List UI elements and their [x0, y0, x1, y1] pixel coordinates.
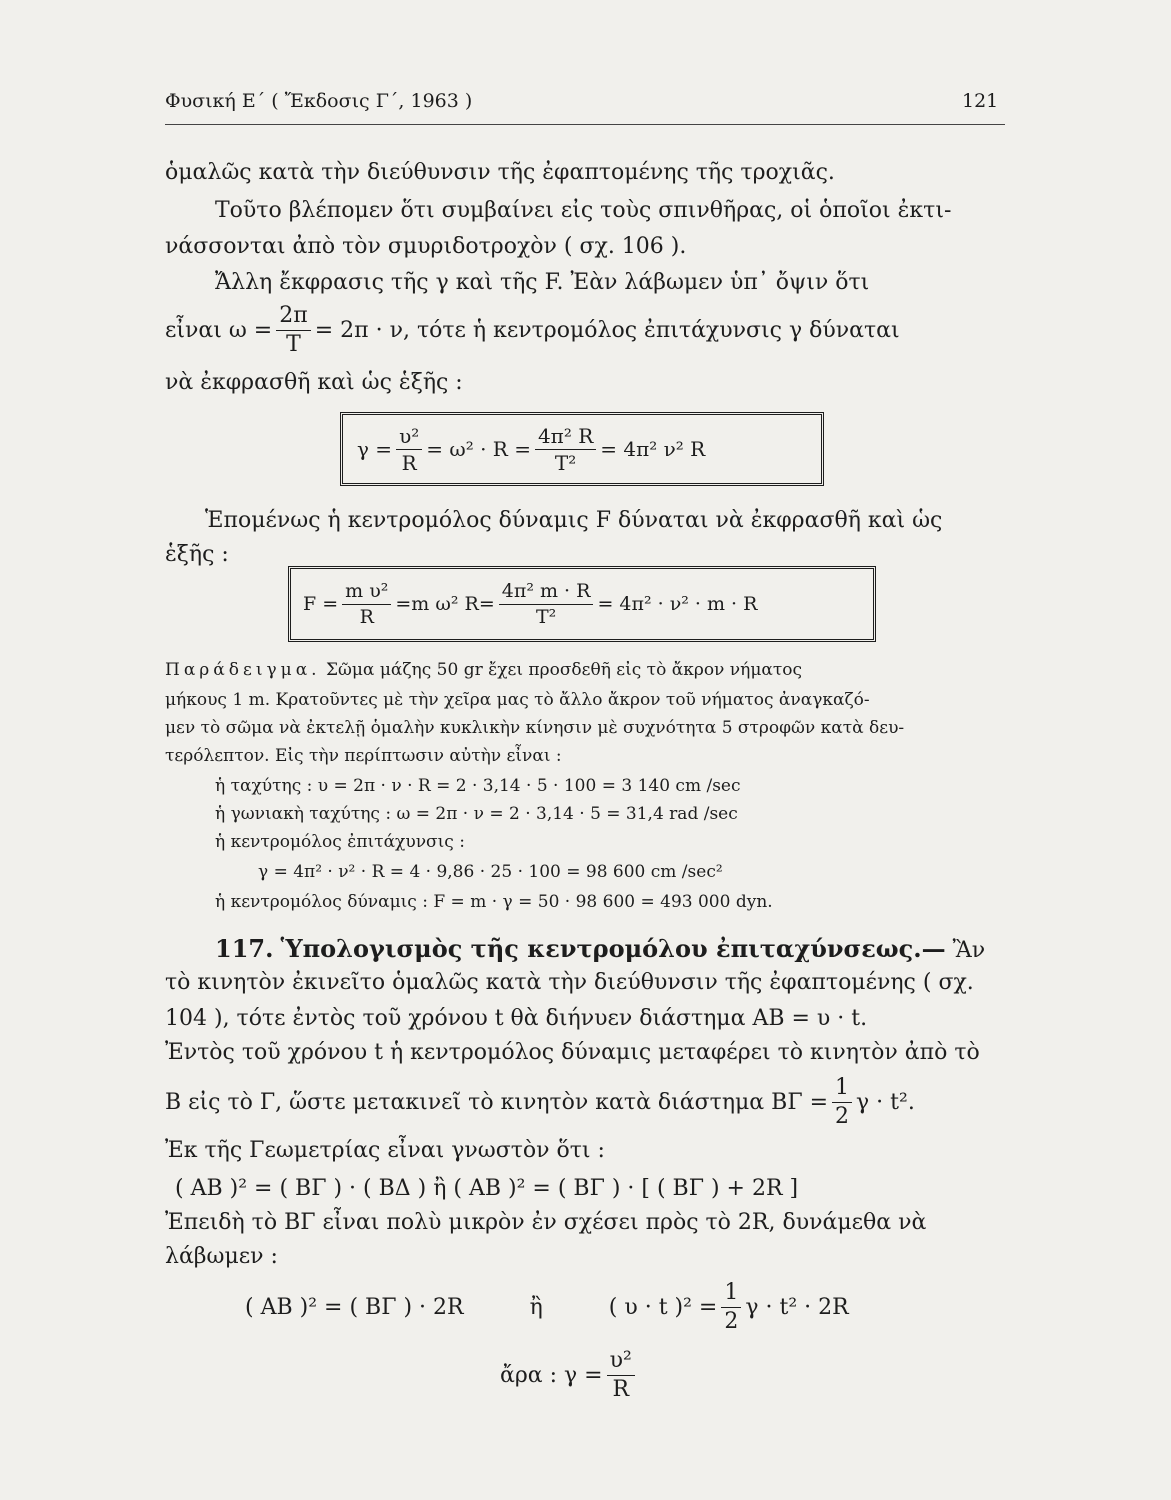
fraction-numerator: υ² [607, 1350, 635, 1376]
page-number: 121 [962, 90, 999, 112]
fraction-4pi2mR-over-T2 [499, 579, 594, 628]
fraction-denominator: T [286, 331, 301, 357]
text-line: ὁμαλῶς κατὰ τὴν διεύθυνσιν τῆς ἐφαπτομένης τῆς τροχιᾶς. [165, 160, 835, 185]
formula-text: γ = [357, 437, 393, 461]
example-label: Παράδειγμα. [165, 660, 321, 680]
formula-text: = 4π² · ν² · m · R [597, 593, 758, 615]
fraction-numerator: 4π² R [535, 426, 596, 450]
fraction-numerator: 2π [276, 305, 310, 331]
text-line: τὸ κινητὸν ἐκινεῖτο ὁμαλῶς κατὰ τὴν διεύθυνσιν τῆς ἐφαπτομένης ( σχ. [165, 970, 974, 995]
example-text: Σῶμα μάζης 50 gr ἔχει προσδεθῆ εἰς τὸ ἄκρον νήματος [326, 660, 803, 680]
fraction-numerator: 1 [721, 1282, 741, 1308]
fraction-numerator: υ² [396, 426, 422, 450]
formula-text: εἶναι ω = [165, 317, 273, 343]
fraction-numerator: m υ² [342, 582, 391, 605]
fraction-denominator: T² [554, 450, 577, 475]
fraction-one-half [832, 1074, 852, 1129]
example-line: τερόλεπτον. Εἰς τὴν περίπτωσιν αὐτὴν εἶναι : [165, 746, 562, 766]
example-line: ἡ γωνιακὴ ταχύτης : ω = 2π · ν = 2 · 3,14 · 5 = 31,4 rad /sec [215, 804, 738, 824]
section-title: Ὑπολογισμὸς τῆς κεντρομόλου ἐπιταχύνσεως.— [280, 934, 946, 963]
example-line [165, 660, 802, 680]
formula-box-acceleration [340, 412, 824, 486]
fraction-2pi-over-T [276, 302, 310, 357]
acceleration-formula [357, 421, 705, 477]
fraction-denominator: 2 [724, 1308, 739, 1334]
running-header: Φυσική Ε΄ ( Ἔκδοσις Γ΄, 1963 ) [165, 90, 473, 112]
formula-box-force [288, 566, 876, 642]
geometry-equation: ( AB )² = ( BΓ ) · ( BΔ ) ἢ ( AB )² = ( BΓ ) · [ ( BΓ ) + 2R ] [175, 1176, 799, 1201]
formula-text: F = [303, 593, 339, 615]
fraction-denominator: T² [535, 605, 557, 628]
fraction-denominator: R [612, 1376, 630, 1402]
text-line: Ἑπομένως ἡ κεντρομόλος δύναμις F δύναται νὰ ἐκφρασθῆ καὶ ὡς [205, 508, 943, 533]
equation-text: ( υ · t )² = [608, 1294, 718, 1320]
section-heading-line [215, 934, 985, 963]
fraction-v2-over-R [607, 1347, 635, 1402]
text-line: Ἄλλη ἔκφρασις τῆς γ καὶ τῆς F. Ἐὰν λάβωμεν ὑπ᾽ ὄψιν ὅτι [215, 270, 870, 295]
example-line: γ = 4π² · ν² · R = 4 · 9,86 · 25 · 100 = 98 600 cm /sec² [258, 862, 723, 882]
equation-text: ἄρα : γ = [500, 1362, 603, 1388]
equation-or: ἢ [529, 1294, 543, 1320]
example-line: μεν τὸ σῶμα νὰ ἐκτελῇ ὁμαλὴν κυκλικὴν κίνησιν μὲ συχνότητα 5 στροφῶν κατὰ δευ- [165, 718, 905, 738]
example-line: ἡ ταχύτης : υ = 2π · ν · R = 2 · 3,14 · 5 · 100 = 3 140 cm /sec [215, 776, 741, 796]
equation-text: γ · t² · 2R [745, 1294, 849, 1320]
bg-distance-line [165, 1068, 915, 1136]
formula-text: = 4π² ν² R [600, 437, 706, 461]
result-equation-line [500, 1340, 639, 1410]
example-line: ἡ κεντρομόλος δύναμις : F = m · γ = 50 · 98 600 = 493 000 dyn. [215, 892, 773, 912]
text-line: Ἐπειδὴ τὸ BΓ εἶναι πολὺ μικρὸν ἐν σχέσει πρὸς τὸ 2R, δυνάμεθα νὰ [165, 1210, 927, 1235]
fraction-one-half [721, 1279, 741, 1334]
fraction-denominator: R [359, 605, 374, 628]
text-fragment: Ἂν [952, 938, 986, 963]
fraction-denominator: R [401, 450, 417, 475]
fraction-v2-over-R [396, 423, 422, 475]
approx-equation-line [245, 1272, 849, 1342]
text-line: Ἐντὸς τοῦ χρόνου t ἡ κεντρομόλος δύναμις μεταφέρει τὸ κινητὸν ἀπὸ τὸ [165, 1040, 980, 1065]
fraction-numerator: 4π² m · R [499, 582, 594, 605]
text-line: νὰ ἐκφρασθῆ καὶ ὡς ἑξῆς : [165, 370, 463, 395]
fraction-4pi2R-over-T2 [535, 423, 596, 475]
fraction-mv2-over-R [342, 579, 391, 628]
formula-text: =m ω² R= [395, 593, 495, 615]
omega-formula-line [165, 298, 900, 362]
text-line: ἑξῆς : [165, 542, 229, 567]
equation-text: ( AB )² = ( BΓ ) · 2R [245, 1294, 464, 1320]
fraction-numerator: 1 [832, 1077, 852, 1103]
formula-text: = ω² · R = [426, 437, 531, 461]
text-line: Τοῦτο βλέπομεν ὅτι συμβαίνει εἰς τοὺς σπινθῆρας, οἱ ὁποῖοι ἐκτι- [215, 198, 952, 223]
formula-text: = 2π · ν, τότε ἡ κεντρομόλος ἐπιτάχυνσις γ δύναται [314, 317, 900, 343]
text-line: λάβωμεν : [165, 1244, 278, 1269]
text-line: 104 ), τότε ἐντὸς τοῦ χρόνου t θὰ διήνυεν διάστημα AB = υ · t. [165, 1006, 868, 1031]
section-number: 117. [215, 934, 274, 963]
text-fragment: γ · t². [856, 1089, 915, 1115]
force-formula [303, 575, 757, 633]
example-line: ἡ κεντρομόλος ἐπιτάχυνσις : [215, 832, 465, 852]
text-fragment: B εἰς τὸ Γ, ὥστε μετακινεῖ τὸ κινητὸν κατὰ διάστημα BΓ = [165, 1089, 829, 1115]
text-line: νάσσονται ἀπὸ τὸν σμυριδοτροχὸν ( σχ. 106 ). [165, 234, 687, 259]
header-rule [165, 124, 1005, 125]
example-line: μήκους 1 m. Κρατοῦντες μὲ τὴν χεῖρα μας τὸ ἄλλο ἄκρον τοῦ νήματος ἀναγκαζό- [165, 690, 870, 710]
text-line: Ἐκ τῆς Γεωμετρίας εἶναι γνωστὸν ὅτι : [165, 1138, 605, 1163]
fraction-denominator: 2 [835, 1103, 850, 1129]
